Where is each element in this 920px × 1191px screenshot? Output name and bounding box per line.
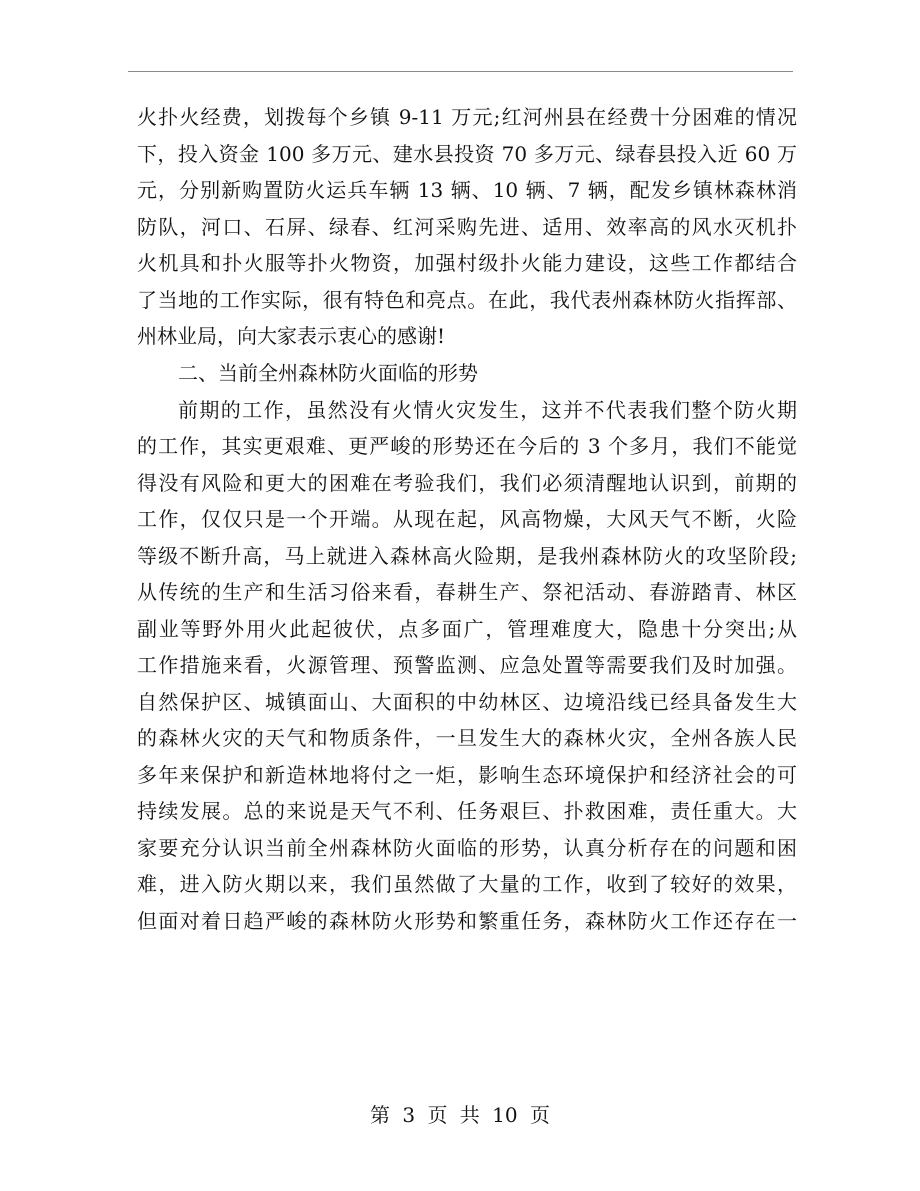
text-line: 等级不断升高，马上就进入森林高火险期，是我州森林防火的攻坚阶段;: [137, 543, 797, 568]
text-line: 的工作，其实更艰难、更严峻的形势还在今后的 3 个多月，我们不能觉: [137, 434, 797, 458]
text-line: 工作，仅仅只是一个开端。从现在起，风高物燥，大风天气不断，火险: [137, 507, 797, 531]
text-line: 的森林火灾的天气和物质条件，一旦发生大的森林火灾，全州各族人民: [137, 726, 797, 750]
text-line: 州林业局，向大家表示衷心的感谢!: [137, 324, 446, 348]
body-text: [137, 99, 797, 939]
text-line: 但面对着日趋严峻的森林防火形势和繁重任务，森林防火工作还存在一: [137, 908, 797, 933]
text-line: 元，分别新购置防火运兵车辆 13 辆、10 辆、7 辆，配发乡镇林森林消: [137, 178, 797, 202]
text-line: 了当地的工作实际，很有特色和亮点。在此，我代表州森林防火指挥部、: [137, 287, 797, 312]
text-line: 多年来保护和新造林地将付之一炬，影响生态环境保护和经济社会的可: [137, 762, 797, 787]
text-line: 自然保护区、城镇面山、大面积的中幼林区、边境沿线已经具备发生大: [137, 689, 797, 714]
page-number: 第 3 页 共 10 页: [370, 1103, 550, 1127]
paragraph-2: [137, 392, 797, 940]
text-line: 下，投入资金 100 多万元、建水县投资 70 多万元、绿春县投入近 60 万: [137, 141, 797, 166]
text-line: 前期的工作，虽然没有火情火灾发生，这并不代表我们整个防火期: [178, 397, 797, 422]
text-line: 持续发展。总的来说是天气不利、任务艰巨、扑救困难，责任重大。大: [137, 799, 797, 823]
header-rule: [128, 71, 793, 72]
text-line: 从传统的生产和生活习俗来看，春耕生产、祭祀活动、春游踏青、林区: [137, 580, 797, 604]
text-line: 难，进入防火期以来，我们虽然做了大量的工作，收到了较好的效果，: [137, 872, 797, 896]
section-heading: 二、当前全州森林防火面临的形势: [178, 361, 478, 385]
text-line: 得没有风险和更大的困难在考验我们，我们必须清醒地认识到，前期的: [137, 470, 797, 495]
text-line: 火机具和扑火服等扑火物资，加强村级扑火能力建设，这些工作都结合: [137, 251, 797, 275]
text-line: 火扑火经费，划拨每个乡镇 9-11 万元;红河州县在经费十分困难的情况: [137, 105, 797, 129]
text-line: 工作措施来看，火源管理、预警监测、应急处置等需要我们及时加强。: [137, 653, 797, 677]
text-line: 副业等野外用火此起彼伏，点多面广，管理难度大，隐患十分突出;从: [137, 616, 797, 641]
paragraph-1: [137, 99, 797, 355]
text-line: 家要充分认识当前全州森林防火面临的形势，认真分析存在的问题和困: [137, 835, 797, 860]
text-line: 防队，河口、石屏、绿春、红河采购先进、适用、效率高的风水灭机扑: [137, 214, 797, 239]
